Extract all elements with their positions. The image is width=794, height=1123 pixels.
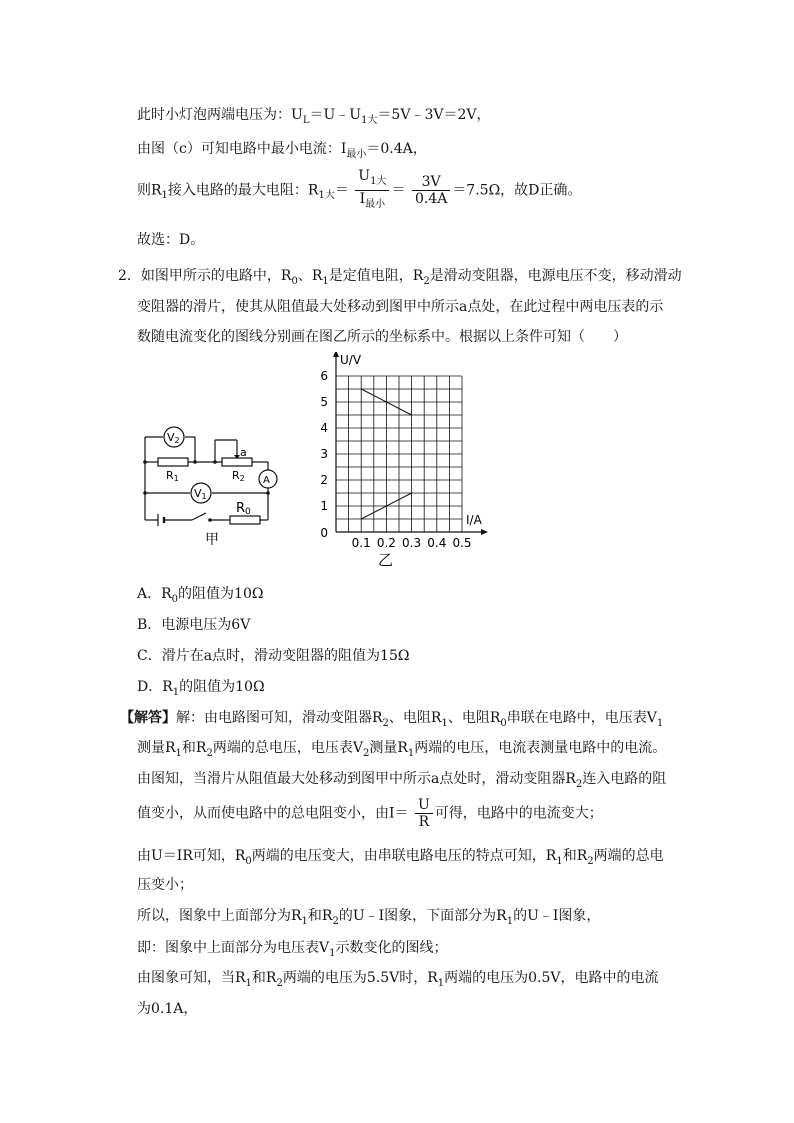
y-tick-label: 1: [320, 499, 328, 513]
x-tick-label: 0.4: [427, 536, 447, 550]
fraction-ohms-law: $\frac{U}{R}$: [415, 797, 433, 830]
circuit-caption: 甲: [205, 532, 219, 548]
circuit-diagram: [130, 420, 300, 550]
question-2-line-2: 变阻器的滑片，使其从阻值最大处移动到图甲中所示a点处，在此过程中两电压表的示: [137, 299, 664, 315]
option-d[interactable]: D．$R_1$的阻值为10Ω: [137, 679, 265, 698]
fraction-values: $\frac{3V}{0.4A}$: [412, 174, 450, 207]
r2-label: R2: [232, 469, 245, 483]
x-tick-label: 0.1: [351, 536, 371, 550]
solution-line-1: 【解答】解：由电路图可知，滑动变阻器$R_2$、电阻$R_1$、电阻$R_0$串联在电路中，电压表$V_1$: [120, 710, 664, 729]
y-tick-label: 4: [320, 421, 328, 435]
y-tick-label: 6: [320, 369, 328, 383]
x-tick-label: 0.2: [376, 536, 396, 550]
option-b[interactable]: B．电源电压为6V: [137, 617, 251, 633]
r0-label: R0: [236, 501, 251, 517]
solution-line-10: 为0.1A，: [137, 1001, 198, 1017]
y-axis-arrow: [333, 352, 339, 357]
y-tick-label: 3: [320, 447, 328, 461]
point-a-label: a: [240, 446, 247, 459]
prev-line-4: 故选：D。: [137, 232, 205, 248]
option-a[interactable]: A．$R_0$的阻值为10Ω: [137, 586, 264, 605]
y-axis-label: U/V: [340, 353, 362, 367]
x-axis-arrow: [481, 529, 488, 535]
graph-caption: 乙: [378, 551, 394, 567]
origin-label: 0: [320, 526, 328, 540]
solution-line-2: 测量$R_1$和$R_2$两端的总电压，电压表$V_2$测量$R_1$两端的电压，电流表测量电路中的电流。: [137, 740, 667, 759]
fraction-ur: $\frac{U_{1大}}{I_{最小}}$: [355, 168, 389, 213]
prev-line-3: 则$R_1$接入电路的最大电阻：$R_{1大}=$ $\frac{U_{1大}}{I_{最小}}$ ＝ $\frac{3V}{0.4A}$ ＝7.5Ω，故D正确。: [137, 168, 581, 213]
x-tick-label: 0.5: [452, 536, 472, 550]
r1-label: R1: [166, 469, 179, 483]
solution-line-7: 所以，图象中上面部分为$R_1$和$R_2$的U﹣I图象，下面部分为$R_1$的U﹣I图象，: [137, 908, 601, 927]
solution-line-5: 由U＝IR可知，$R_0$两端的电压变大，由串联电路电压的特点可知，$R_1$和$R_2$两端的总电: [137, 848, 664, 867]
v2-label: V2: [167, 431, 180, 445]
question-2-line-1: 2．如图甲所示的电路中，$R_0$、$R_1$是定值电阻，$R_2$是滑动变阻器，电源电压不变，移动滑动: [118, 268, 682, 287]
option-c[interactable]: C．滑片在a点时，滑动变阻器的阻值为15Ω: [137, 648, 410, 664]
solution-tag: 【解答】: [120, 710, 176, 726]
solution-line-9: 由图象可知，当$R_1$和$R_2$两端的电压为5.5V时，$R_1$两端的电压为0.5V，电路中的电流: [137, 970, 659, 989]
solution-line-4: 值变小，从而使电路中的总电阻变小，由I＝ $\frac{U}{R}$ 可得，电路中的电流变大；: [137, 797, 603, 830]
y-tick-label: 2: [320, 473, 328, 487]
ui-graph: [300, 352, 490, 567]
solution-line-6: 压变小；: [137, 877, 193, 893]
x-tick-label: 0.3: [402, 536, 422, 550]
x-axis-label: I/A: [466, 513, 482, 527]
y-tick-label: 5: [320, 395, 328, 409]
prev-line-2: 由图（c）可知电路中最小电流：$I_{最小}=0.4A$，: [137, 141, 427, 160]
prev-line-1: 此时小灯泡两端电压为：$U_L=U﹣U_{1大}=5V﹣3V=2V$，: [137, 107, 491, 126]
solution-line-8: 即：图象中上面部分为电压表$V_1$示数变化的图线；: [137, 940, 448, 959]
question-2-line-3: 数随电流变化的图线分别画在图乙所示的坐标系中。根据以上条件可知（ ）: [137, 329, 627, 345]
solution-line-3: 由图知，当滑片从阻值最大处移动到图甲中所示a点处时，滑动变阻器$R_2$连入电路的阻: [137, 771, 667, 790]
v1-label: V1: [194, 487, 207, 501]
ammeter-label: A: [263, 475, 270, 486]
